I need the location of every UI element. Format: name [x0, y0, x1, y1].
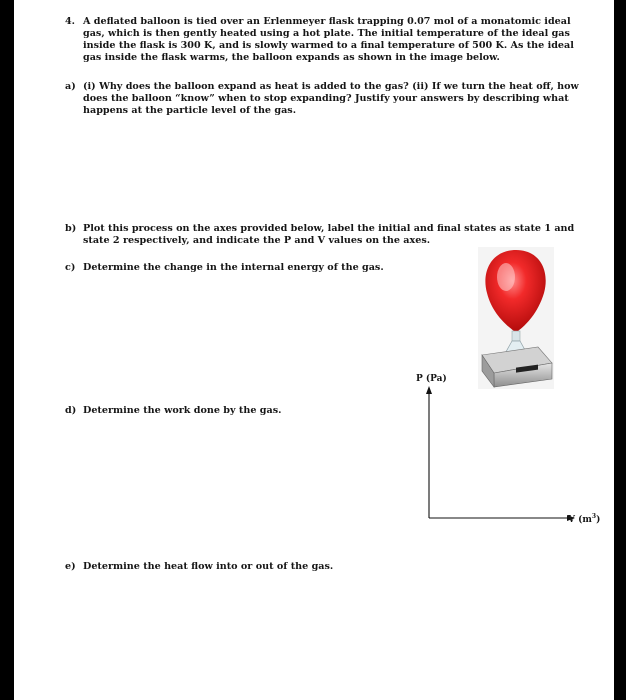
part-a-line-2: does the balloon “know” when to stop expanding? Justify your answers by describing what	[83, 93, 569, 104]
document-page	[14, 0, 614, 700]
question-line-2: gas, which is then gently heated using a hot plate. The initial temperature of the ideal gas	[83, 28, 570, 39]
y-axis-arrow-icon	[426, 386, 432, 394]
x-axis-label-close: )	[596, 515, 601, 525]
part-a-line-1: (i) Why does the balloon expand as heat is added to the gas? (ii) If we turn the heat off, how	[83, 81, 579, 92]
x-axis-label-sup: 3	[591, 513, 597, 520]
part-b-line-1: Plot this process on the axes provided below, label the initial and final states as state 1 and	[83, 223, 575, 234]
balloon-highlight	[497, 263, 515, 291]
flask-neck	[512, 331, 520, 341]
part-e-label: e)	[65, 561, 76, 572]
part-a-line-3: happens at the particle level of the gas.	[83, 105, 297, 116]
part-d-text: Determine the work done by the gas.	[83, 405, 282, 416]
x-axis-label-base: V (m	[568, 515, 592, 525]
part-d-label: d)	[65, 405, 77, 416]
question-line-3: inside the flask is 300 K, and is slowly warmed to a final temperature of 500 K. As the ideal	[83, 40, 574, 51]
y-axis-label: P (Pa)	[416, 374, 447, 384]
part-b-label: b)	[65, 223, 77, 234]
question-line-1: A deflated balloon is tied over an Erlenmeyer flask trapping 0.07 mol of a monatomic ideal	[83, 16, 571, 27]
part-c-label: c)	[65, 262, 76, 273]
part-e-text: Determine the heat flow into or out of the gas.	[83, 561, 334, 572]
part-c-text: Determine the change in the internal energy of the gas.	[83, 262, 384, 273]
pv-axes	[419, 386, 579, 522]
question-line-4: gas inside the flask warms, the balloon expands as shown in the image below.	[83, 52, 500, 63]
part-a-label: a)	[65, 81, 76, 92]
part-b-line-2: state 2 respectively, and indicate the P and V values on the axes.	[83, 235, 431, 246]
question-number: 4.	[65, 16, 76, 27]
x-axis-label	[568, 513, 600, 525]
balloon-flask-illustration	[478, 247, 554, 389]
